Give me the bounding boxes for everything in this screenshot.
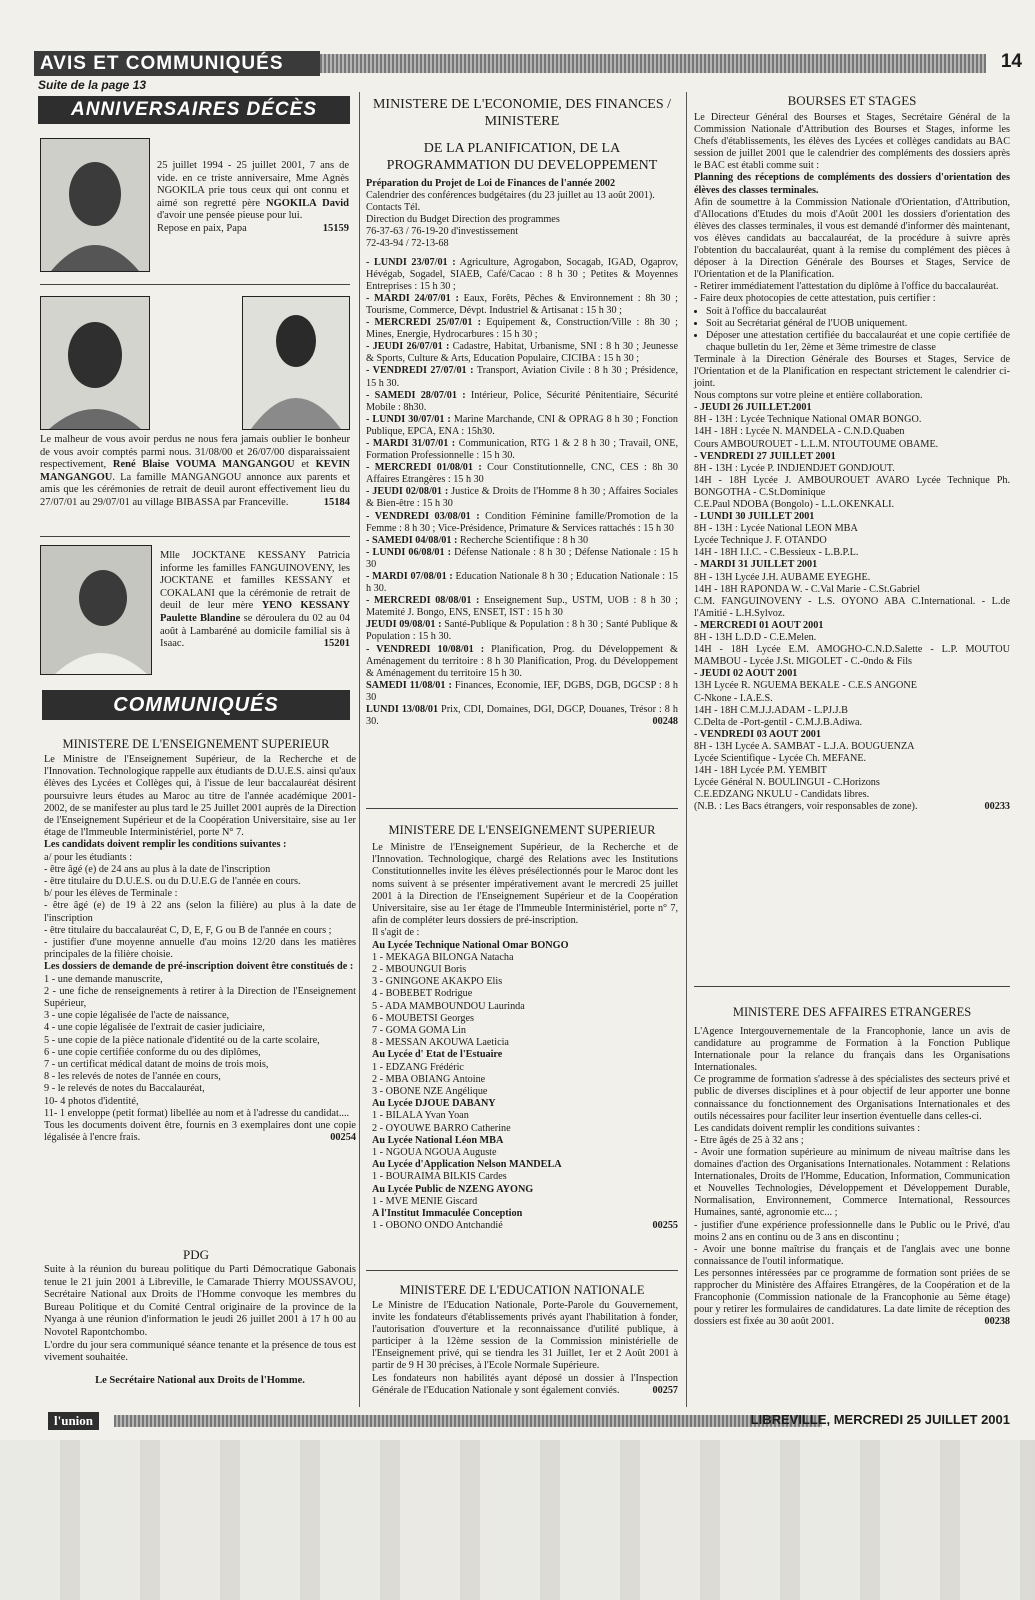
heading-education-nationale: MINISTERE DE L'EDUCATION NATIONALE — [399, 1283, 645, 1297]
bourses-stages-text: Le Directeur Général des Bourses et Stages, Secrétaire Général de la Commission Nationale d'Attribution des Bourses et Stages, informe les Chefs d'établissements, les élèves des Lycées et collèges candidats au BAC session de juillet 2001 que le calendrier des compléments des dossiers après le BAC est établi comme suit : Planning des réceptions de compléments des dossiers d'orientation des élèves des classes terminales. Afin de soumettre à la Commission Nationale d'Orientation, d'Attribution, d'Allocations d'Etudes du mois d'Août 2001 les dossiers d'orientation des élèves des classes terminales, il vous est demandé d'informer dès maintenant, vos élèves candidats au baccalauréat, de la procédure à suivre après l'obtention du baccalauréat, quant à la remise du complément des pièces à déposer à la Direction Générale des Bourses et Stages, Service de l'Orientation et de la Planification. - Retirer immédiatement l'attestation du diplôme à l'office du baccalauréat. - Faire deux photocopies de cette attestation, puis certifier : • Soit à l'office du baccalauréat • Soit au Secrétariat général de l'UOB uniquement. • Déposer une attestation certifiée du baccalauréat et une copie certifiée de chaque bulletin du 1er, 2ème et 3ème trimestre de classe Terminale à la Direction Générale des Bourses et Stages, Service de l'Orientation et de la Planification en respectant strictement le calendrier ci-joint. Nous comptons sur votre pleine et entière collaboration. - JEUDI 26 JUILLET.2001 8H - 13H : Lycée Technique National OMAR BONGO. 14H - 18H : Lycée N. MANDELA - C.N.D.Quaben Cours AMBOUROUET - L.L.M. NTOUTOUME OBAME. - VENDREDI 27 JUILLET 2001 8H - 13H : Lycée P. INDJENDJET GONDJOUT. 14H - 18H Lycée J. AMBOUROUET AVARO Lycée Technique Ph. BONGOTHA - C.St.Dominique C.E.Paul NDOBA (Bongolo) - L.L.OKENKALI. - LUNDI 30 JUILLET 2001 8H - 13H : Lycée National LEON MBA Lycée Technique J. F. OTANDO 14H - 18H I.I.C. - C.Bessieux - L.B.P.L. - MARDI 31 JUILLET 2001 8H - 13H Lycée J.H. AUBAME EYEGHE. 14H - 18H RAPONDA W. - C.Val Marie - C.St.Gabriel C.M. FANGUINOVENY - L.S. OYONO ABA C.International. - L.de l'Amitié - L.H.Sylvoz. - MERCREDI 01 AOUT 2001 8H - 13H L.D.D - C.E.Melen. 14H - 18H Lycée E.M. AMOGHO-C.N.D.Salette - L.P. MOUTOU MAMBOU - Lycée J.St. MIGOLET - C.-0ndo & Fils - JEUDI 02 AOUT 2001 13H Lycée R. NGUEMA BEKALE - C.E.S ANGONE C-Nkone - I.A.E.S. 14H - 18H C.M.J.J.ADAM - L.PJ.J.B C.Delta de -Port-gentil - C.M.J.B.Adiwa. - VENDREDI 03 AOUT 2001 8H - 13H Lycée A. SAMBAT - L.J.A. BOUGUENZA Lycée Scientifique - Lycée Ch. MEFANE. 14H - 18H Lycée P.M. YEMBIT Lycée Général N. BOULINGUI - C.Horizons C.E.EDZANG NKULU - Candidats libres. (N.B. : Les Bacs étrangers, voir responsables de zone). 00233 — [694, 112, 1010, 813]
page-footer — [34, 1412, 1022, 1430]
communiques-banner: COMMUNIQUÉS — [42, 690, 350, 720]
divider — [40, 536, 350, 537]
divider — [366, 808, 678, 809]
divider — [694, 986, 1010, 987]
column-rule-1 — [359, 92, 360, 1407]
divider — [40, 284, 350, 285]
issue-date: LIBREVILLE, MERCREDI 25 JUILLET 2001 — [750, 1412, 1010, 1427]
heading-pdg: PDG — [182, 1247, 209, 1262]
preselection-list: Le Ministre de l'Enseignement Supérieur, de la Recherche et de l'Innovation. Technologique, chargé des Relations avec les Institutions Constitutionnelles invite les élèves présélectionnés pour le Maroc dont les noms suivent à se présenter impérativement avant le mercredi 25 juillet 2001 à la Direction de l'Enseignement Supérieur et de la Coopération Universitaire, sise au 1er étage de l'Immeuble Interministériel, porte n° 7, afin de compléter leurs dossiers de pré-inscription. Il s'agit de : Au Lycée Technique National Omar BONGO 1 - MEKAGA BILONGA Natacha 2 - MBOUNGUI Boris 3 - GNINGONE AKAKPO Elis 4 - BOBEBET Rodrigue 5 - ADA MAMBOUNDOU Laurinda 6 - MOUBETSI Georges 7 - GOMA GOMA Lin 8 - MESSAN AKOUWA Laeticia Au Lycée d' Etat de l'Estuaire 1 - EDZANG Frédéric 2 - MBA OBIANG Antoine 3 - OBONE NZE Angélique Au Lycée DJOUE DABANY 1 - BILALA Yvan Yoan 2 - OYOUWE BARRO Catherine Au Lycée National Léon MBA 1 - NGOUA NGOUA Auguste Au Lycée d'Application Nelson MANDELA 1 - BOURAIMA BILKIS Cardes Au Lycée Public de NZENG AYONG 1 - MVE MENIE Giscard A l'Institut Immaculée Conception 1 - OBONO ONDO Antchandié 00255 — [372, 842, 678, 1232]
budget-calendar: Préparation du Projet de Loi de Finances de l'année 2002 Calendrier des conférences budgétaires (du 23 juillet au 13 août 2001). Contacts Tél. Direction du Budget Direction des programmes 76-37-63 / 76-19-20 d'investissement 72-43-94 / 72-13-68 - LUNDI 23/07/01 : Agriculture, Agrogabon, Socagab, IGAD, Ogaprov, Hévégab, Sogadel, SIAEB, Café/Cacao : 8 h 30 ; Petites & Moyennes Entreprises : 15 h 30 ; - MARDI 24/07/01 : Eaux, Forêts, Pêches & Environnement : 8h 30 ; Tourisme, Commerce, Dévpt. Industriel & Artisanat : 15 h 30 ; - MERCREDI 25/07/01 : Equipement &, Construction/Ville : 8h 30 ; Mines, Energie, Hydrocarbures : 15 h 30 ; - JEUDI 26/07/01 : Cadastre, Habitat, Urbanisme, SNI : 8 h 30 ; Jeunesse & Sports, Culture & Arts, Education Populaire, CICIBA : 15 h 30 ; - VENDREDI 27/07/01 : Transport, Aviation Civile : 8 h 30 ; Présidence, 15 h 30. - SAMEDI 28/07/01 : Intérieur, Police, Sécurité Pénitentiaire, Sécurité Mobile : 8h30. - LUNDI 30/07/01 : Marine Marchande, CNI & OPRAG 8 h 30 ; Fonction Publique, EPCA, ENA : 15h30. - MARDI 31/07/01 : Communication, RTG 1 & 2 8 h 30 ; Travail, ONE, Formation Professionnelle : 15 h 30. - MERCREDI 01/08/01 : Cour Constitutionnelle, CNC, CES : 8h 30 Affaires Etrangères : 15 h 30 - JEUDI 02/08/01 : Justice & Droits de l'Homme 8 h 30 ; Affaires Sociales & Bien-être : 15 h 30 - VENDREDI 03/08/01 : Condition Féminine famille/Promotion de la Femme : 8 h 30 ; Vice-Présidence, Primature & Services rattachés : 15 h 30 - SAMEDI 04/08/01 : Recherche Scientifique : 8 h 30 - LUNDI 06/08/01 : Défense Nationale : 8 h 30 ; Défense Nationale : 15 h 30 - MARDI 07/08/01 : Education Nationale 8 h 30 ; Education Nationale : 15 h 30. - MERCREDI 08/08/01 : Enseignement Sup., USTM, UOB : 8 h 30 ; Matemité J. Bongo, ENS, ENSET, IST : 15 h 30 JEUDI 09/08/01 : Santé-Publique & Population : 8 h 30 ; Santé Publique & Population : 15 h 30. - VENDREDI 10/08/01 : Planification, Prog. du Développement & Aménagement du territoire : 8 h 30 Planification, Prog. du Développement & Aménagement du territoire 15 h 30. SAMEDI 11/08/01 : Finances, Economie, IEF, DGBS, DGB, DGCSP : 8 h 30 LUNDI 13/08/01 Prix, CDI, Domaines, DGI, DGCP, Douanes, Trésor : 8 h 30. 00248 — [366, 178, 679, 728]
divider — [366, 1270, 678, 1271]
continued-note: Suite de la page 13 — [38, 78, 147, 92]
heading-bourses-stages: BOURSES ET STAGES — [787, 93, 917, 108]
anniversaires-banner: ANNIVERSAIRES DÉCÈS — [38, 96, 350, 124]
portrait-photo-3 — [242, 296, 350, 430]
education-nationale-text: Le Ministre de l'Education Nationale, Porte-Parole du Gouvernement, invite les fondateurs d'établissements privés ayant l'habilitation à fonder, l'autorisation d'ouverture et la reconnaissance d'utilité publique, à participer à la 12ème session de la Commission ministérielle de l'Enseignement privé, qui se tiendra les 31 Juillet, 1er et 2 Août 2001 à partir de 9 H 30 précises, à l'Ecole Normale Supérieure. Les fondateurs non habilités ayant déposé un dossier à l'Inspection Générale de l'Education Nationale y sont également conviés. 00257 — [372, 1300, 678, 1396]
footer-rule — [114, 1415, 822, 1427]
masthead — [34, 51, 1022, 76]
masthead-rule — [320, 54, 986, 73]
portrait-photo-4 — [40, 545, 152, 675]
notice-kessany: Mlle JOCKTANE KESSANY Patricia informe les familles FANGUINOVENY, les JOCKTANE et familles KESSANY et COKALANI que la cérémonie de retrait de deuil de leur mère YENO KESSANY Paulette Blandine se déroulera du 02 au 04 août à Lambaréné au domicile familial sis à Isaac. 15201 — [160, 550, 351, 650]
column-rule-2 — [686, 92, 687, 1407]
heading-enseignement-superieur-2: MINISTERE DE L'ENSEIGNEMENT SUPERIEUR — [388, 823, 656, 837]
pdg-text: Suite à la réunion du bureau politique du Parti Démocratique Gabonais tenue le 21 juin 2001 à Libreville, le Camarade Thierry MOUSSAVOU, Secrétaire National aux Droits de l'Homme convoque les membres du Bureau Politique et du Comité Central originaire de la province de la Nyanga à une réunion d'information le jeudi 26 juillet 2001 à 17 h 00 au Novotel Rapontchombo. L'ordre du jour sera communiqué séance tenante et la présence de tous est vivement souhaitée. Le Secrétaire National aux Droits de l'Homme. — [44, 1264, 356, 1386]
notice-ngokila: 25 juillet 1994 - 25 juillet 2001, 7 ans de vide. en ce triste anniversaire, Mme Agnès NGOKILA prie tous ceux qui ont connu et aimé son regretté père NGOKILA David d'avoir une pensée pieuse pour lui. Repose en paix, Papa 15159 — [157, 160, 349, 234]
scan-background — [0, 1440, 1035, 1600]
heading-affaires-etrangeres: MINISTERE DES AFFAIRES ETRANGERES — [732, 1005, 972, 1019]
heading-planification: DE LA PLANIFICATION, DE LA PROGRAMMATION DU DEVELOPPEMENT — [386, 141, 658, 173]
affaires-etrangeres-text: L'Agence Intergouvernementale de la Francophonie, lance un avis de candidature au programme de Formation à la Fonction Publique Internationale pour la relance du français dans les Organisations Internationales. Ce programme de formation s'adresse à des spécialistes des secteurs privé et public de diverses disciplines et à pour objectif de leur apporter une bonne connaissance du fonctionnement des Organisations Internationales et des outils nécessaires pour faciliter leur insertion éventuelle dans celles-ci. Les candidats doivent remplir les conditions suivantes : - Etre âgés de 25 à 32 ans ; - Avoir une formation supérieure au minimum de niveau maîtrise dans les domaines d'action des Organisations Internationales. Notamment : Relations Internationales, Droits de l'Homme, Education, Information, Communication et Nouvelles Technologies, Développement et Développement Durable, Normalisation, Environnement, Commerce International, Ressources Humaines, santé, agronomie etc... ; - justifier d'une expérience professionnelle dans le Public ou le Privé, d'au moins 2 ans en continu ou de 3 ans en discontinu ; - Avoir une bonne maîtrise du français et de l'anglais avec une bonne connaissance de l'outil informatique. Les personnes intéressées par ce programme de formation sont priées de se rapprocher du Ministère des Affaires Etrangères, de la Coopération et de la Francophonie (Commission nationale de la Francophonie au 5ème étage) pour y retirer les formulaires de candidatures. La date limite de réception des dossiers est fixée au 30 août 2001. 00238 — [694, 1026, 1010, 1328]
portrait-photo-2 — [40, 296, 150, 430]
page-number: 14 — [1000, 51, 1022, 72]
newspaper-logo: l'union — [48, 1412, 99, 1430]
heading-economie-finances: MINISTERE DE L'ECONOMIE, DES FINANCES / MINISTERE — [372, 97, 672, 129]
enseignement-superieur-text: Le Ministre de l'Enseignement Supérieur, de la Recherche et de l'Innovation. Technologique rappelle aux étudiants de D.U.E.S. ainsi qu'aux élèves des Lycées et Collèges qui, à l'issue de leur baccalauréat désirent poursuivre leurs études au Maroc au titre de l'année académique 2001-2002, de se manifester au plus tard le 25 Juillet 2001 auprès de la Direction de l'Enseignement Supérieur et de la Coopération Universitaire, sise au 1er étage de l'Immeuble Interministériel, porte N° 7. Les candidats doivent remplir les conditions suivantes : a/ pour les étudiants : - être âgé (e) de 24 ans au plus à la date de l'inscription - être titulaire du D.U.E.S. ou du D.U.E.G de l'année en cours. b/ pour les élèves de Terminale : - être âgé (e) de 19 à 22 ans (selon la filière) au plus à la date de l'inscription - être titulaire du baccalauréat C, D, E, F, G ou B de l'année en cours ; - justifier d'une moyenne annuelle d'au moins 12/20 dans les matières principales de la filière choisie. Les dossiers de demande de pré-inscription doivent être constitués de : 1 - une demande manuscrite, 2 - une fiche de renseignements à retirer à la Direction de l'Enseignement Supérieur, 3 - une copie légalisée de l'acte de naissance, 4 - une copie légalisée de l'extrait de casier judiciaire, 5 - une copie de la pièce nationale d'identité ou de la carte scolaire, 6 - une copie certifiée conforme du ou des diplômes, 7 - un certificat médical datant de moins de trois mois, 8 - les relevés de notes de l'année en cours, 9 - le relevés de notes du Baccalauréat, 10- 4 photos d'identité, 11- 1 enveloppe (petit format) libellée au nom et à l'adresse du candidat.... Tous les documents doivent être, fournis en 3 exemplaires dont une copie légalisée à l'encre frais. 00254 — [44, 754, 356, 1144]
notice-mangangou: Le malheur de vous avoir perdus ne nous fera jamais oublier le bonheur de vous avoir comptés parmi nous. 31/08/00 et 26/07/00 disparaissaient respectivement, René Blaise VOUMA MANGANGOU et KEVIN MANGANGOU. La famille MANGANGOU annonce aux parents et amis que les cérémonies de retrait de deuil auront effectivement lieu du 27/07/01 au 29/07/01 au village BIBASSA par Franceville. 15184 — [40, 434, 350, 508]
portrait-photo-1 — [40, 138, 150, 272]
section-title: AVIS ET COMMUNIQUÉS — [34, 51, 320, 76]
heading-enseignement-superieur: MINISTERE DE L'ENSEIGNEMENT SUPERIEUR — [62, 737, 330, 751]
